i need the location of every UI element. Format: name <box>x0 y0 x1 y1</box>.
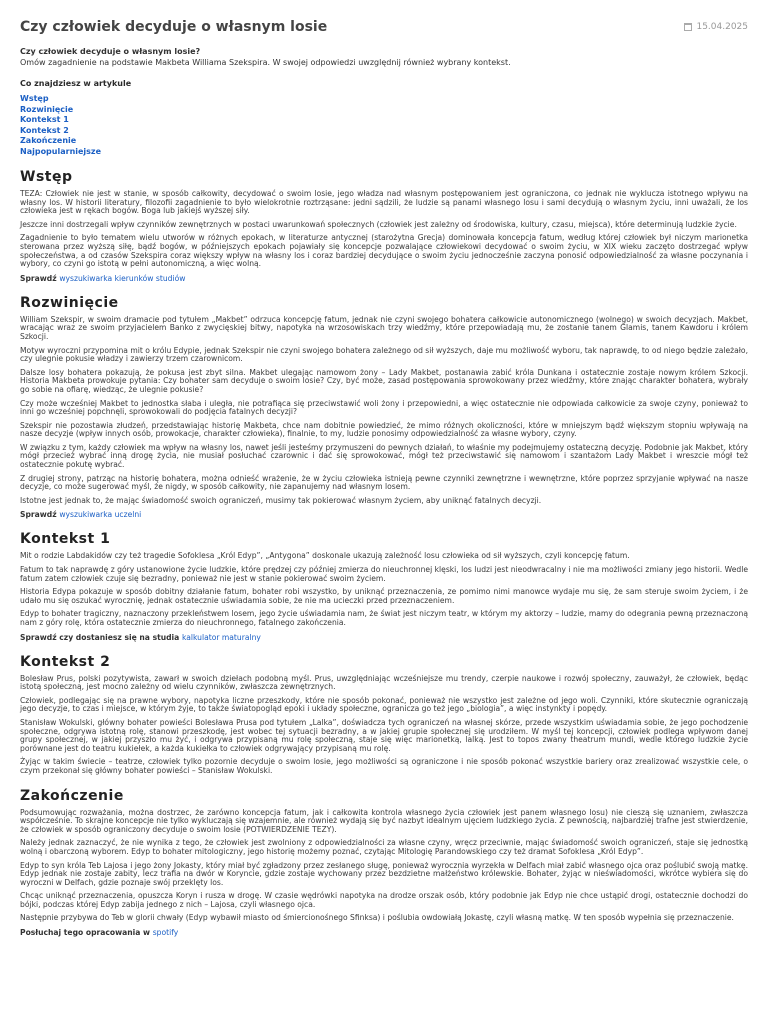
article-intro: Omów zagadnienie na podstawie Makbeta Williama Szekspira. W swojej odpowiedzi uwzględnij również wybrany kontekst. <box>20 58 511 67</box>
section-zakonczenie <box>20 789 748 938</box>
promo-line <box>20 510 748 519</box>
paragraph: W związku z tym, każdy człowiek ma wpływ na własny los, nawet jeśli jesteśmy przymuszeni do pewnych działań, to właśnie my podejmujemy ostateczną decyzję. Podobnie jak Makbet, który mógł przecież wybrać inną drogę życia, nie musiał posłuchać czarownic i dać się sprowokować, mógł też przeciwstawić się namowom i szantażom Lady Makbet i wreszcie mógł też ostatecznie pokutę wybrać. <box>20 442 748 470</box>
promo-line <box>20 928 748 937</box>
toc-link-kontekst-1[interactable]: Kontekst 1 <box>20 115 69 124</box>
toc-link-rozwiniecie[interactable]: Rozwinięcie <box>20 104 74 114</box>
paragraph: Chcąc uniknąć przeznaczenia, opuszcza Koryn i rusza w drogę. W czasie wędrówki napotyka na drodze orszak osób, który podobnie jak Edyp nie chce ustąpić drogi, ostatecznie dochodzi do bójki, podczas której Edyp zabija jednego z nich – Lajosa, czyli własnego ojca. <box>20 891 748 909</box>
paragraph: Motyw wyroczni przypomina mit o królu Edypie, jednak Szekspir nie czyni swojego bohatera zależnego od sił wyższych, daje mu możliwość wyboru, tak naprawdę, to od niego będzie zależało, czy ulegnie pokusie władzy i zawierzy trzem czarownicom. <box>20 345 748 364</box>
paragraph: Człowiek, podlegając się na prawne wybory, napotyka liczne przeszkody, które nie sposób pokonać, ponieważ nie wszystko jest zależne od jego woli. Czynniki, które skutecznie ograniczają jego decyzje, to czas i miejsce, w którym żyje, to także światopogląd epoki i układy społeczne, ogranicza go też jego „biologia”, a więc instynkty i popędy. <box>20 695 748 714</box>
toc-item <box>20 136 748 147</box>
table-of-contents <box>20 94 748 157</box>
toc-item <box>20 105 748 116</box>
toc-link-wstep[interactable]: Wstęp <box>20 94 49 103</box>
paragraph: Szekspir nie pozostawia złudzeń, przedstawiając historię Makbeta, chce nam dobitnie powiedzieć, że mimo różnych okoliczności, które w mniejszym bądź większym stopniu wpływają na nasze decyzje (wpływ innych osób, prowokacje, charakter człowieka), finalnie, to my, ludzie ponosimy odpowiedzialność za własne wybory, czyny. <box>20 420 748 439</box>
paragraph: Dalsze losy bohatera pokazują, że pokusa jest zbyt silna. Makbet ulegając namowom żony – Lady Makbet, postanawia zabić króla Dunkana i ostatecznie zostaje nowym królem Szkocji. Historia Makbeta prowokuje pytania: Czy bohater sam decyduje o swoim losie? Czy, być może, zasad postępowania sprowokowany przez wiedźmy, które znając charakter bohatera, wybrały go sobie na ofiarę, wiedząc, że ulegnie pokusie? <box>20 367 748 394</box>
paragraph: Czy może wcześniej Makbet to jednostka słaba i uległa, nie potrafiąca się przeciwstawić woli żony i przepowiedni, a więc ostatecznie nie odpowiada całkowicie za swoje czyny, ponieważ to inni go wcześniej popchnęli, sprowokowali do podjęcia fatalnych decyzji? <box>20 398 748 417</box>
paragraph: Edyp to bohater tragiczny, naznaczony przekleństwem losem, jego życie uświadamia nam, że świat jest niczym teatr, w którym my aktorzy – ludzie, mamy do odegrania pewną przeznaczoną nam z góry rolę, która ostatecznie zmierza do nieuchronnego, fatalnego zakończenia. <box>20 609 748 627</box>
page-title: Czy człowiek decyduje o własnym losie <box>20 19 328 35</box>
paragraph: Bolesław Prus, polski pozytywista, zawarł w swoich dziełach podobną myśl. Prus, uwzględniając wcześniejsze mu trendy, czerpie naukowe i rozwój społeczny, zauważył, że człowiek, będąc istotą społeczną, jest mocno zależny od wielu czynników, zwłaszcza zewnętrznych. <box>20 673 748 692</box>
paragraph: Żyjąc w takim świecie – teatrze, człowiek tylko pozornie decyduje o swoim losie, jego możliwości są ograniczone i nie sposób pokonać wszystkie bariery oraz zrealizować wszystkie cele, o czym przekonał się główny bohater powieści – Stanisław Wokulski. <box>20 757 748 775</box>
promo-link[interactable]: wyszukiwarka kierunków studiów <box>59 273 186 283</box>
section-wstep <box>20 170 748 283</box>
promo-label: Sprawdź czy dostaniesz się na studia <box>20 632 180 642</box>
promo-line <box>20 274 748 283</box>
toc-item <box>20 147 748 158</box>
toc-heading: Co znajdziesz w artykule <box>20 79 132 88</box>
header <box>20 8 748 35</box>
promo-label: Sprawdź <box>20 273 57 283</box>
paragraph: Podsumowując rozważania, można dostrzec, że zarówno koncepcja fatum, jak i całkowita kontrola własnego życia człowiek jest panem własnego losu) nie cieszą się uznaniem, zwłaszcza współcześnie. To skrajne koncepcje nie tylko wykluczają się wzajemnie, ale również wydają się być nazbyt idealnym ujęciem ludzkiego życia. Z pewnością, najbardziej trafne jest stwierdzenie, że człowiek w sposób ograniczony decyduje o swoim losie (POTWIERDZENIE TEZY). <box>20 807 748 834</box>
section-kontekst-1 <box>20 532 748 641</box>
publish-date-text: 15.04.2025 <box>696 22 748 32</box>
section-heading: Kontekst 1 <box>20 531 111 548</box>
toc-item <box>20 115 748 126</box>
paragraph: Mit o rodzie Labdakidów czy też tragedie Sofoklesa „Król Edyp”, „Antygona” doskonale ukazują zależność losu człowieka od sił wyższych, czyli koncepcję fatum. <box>20 551 630 561</box>
paragraph: Historia Edypa pokazuje w sposób dobitny działanie fatum, bohater robi wszystko, by uniknąć przeznaczenia, ze pomimo nimi manowce wydaje mu się, że sam steruje swoim życiem, i że udało mu się oszukać wyrocznię, jednak ostatecznie uświadamia sobie, że nie ma ucieczki przed przeznaczeniem. <box>20 587 748 605</box>
toc-link-najpopularniejsze[interactable]: Najpopularniejsze <box>20 146 102 156</box>
toc-link-zakonczenie[interactable]: Zakończenie <box>20 136 77 145</box>
paragraph: Jeszcze inni dostrzegali wpływ czynników zewnętrznych w postaci uwarunkowań społecznych (człowiek jest zależny od środowiska, kultury, czasu, miejsca), które determinują ludzkie życie. <box>20 219 737 229</box>
paragraph: Stanisław Wokulski, główny bohater powieści Bolesława Prusa pod tytułem „Lalka”, doświadcza tych ograniczeń na własnej skórze, przede wszystkim uświadamia sobie, że jego pochodzenie społeczne, odgrywa istotną rolę, stanowi przeszkodę, jest wobec tej sytuacji bezradny, a w jakiej grupie społecznej się urodziłem. W myśl tej koncepcji, człowiek podlega wpływom danej grupy społecznej, w jakiej przyszło mu żyć, i odgrywa przypisaną mu rolę społeczną, staje się więc marionetką, lalką. Jest to topos zwany theatrum mundi, wedle którego ludzkie życie porównane jest do teatru kukiełek, a każda kukiełka to człowiek odgrywający przypisaną mu rolę. <box>20 717 748 753</box>
section-heading: Zakończenie <box>20 787 124 804</box>
section-heading: Wstęp <box>20 169 73 185</box>
spotify-link[interactable]: spotify <box>152 928 179 938</box>
promo-label: Posłuchaj tego opracowania w <box>20 928 151 938</box>
promo-label: Sprawdź <box>20 510 57 520</box>
paragraph: Z drugiej strony, patrząc na historię bohatera, można odnieść wrażenie, że w życiu człowieka istnieją pewne czynniki zewnętrzne i wewnętrzne, które poprzez sprzyjanie wpływać na nasze decyzje, co może sugerować myśl, że nigdy, w sposób całkowity, nie zapanujemy nad własnym losem. <box>20 473 748 492</box>
section-kontekst-2 <box>20 655 748 776</box>
paragraph: Zagadnienie to było tematem wielu utworów w różnych epokach, w literaturze antycznej (starożytna Grecja) dominowała koncepcja fatum, według której człowiek był niczym marionetka sterowana przez wyższą siłę, bądź bogów, w późniejszych epokach pojawiały się koncepcje pozwalające człowiekowi decydować o swoim życiu, w XIX wieku zaczęto dostrzegać wpływ społeczeństwa, a od czasów Szekspira coraz większy wpływ na własny los i coraz bardziej decydujące o swoim życiu jednocześnie zaczyna ponosić odpowiedzialność za własne poczynania i wybory, co czyni go istotą w pełni autonomiczną, a więc wolną. <box>20 233 748 269</box>
section-heading: Kontekst 2 <box>20 653 111 670</box>
toc-link-kontekst-2[interactable]: Kontekst 2 <box>20 125 69 135</box>
paragraph: Należy jednak zaznaczyć, że nie wynika z tego, że człowiek jest zwolniony z odpowiedzialności za własne czyny, wręcz przeciwnie, mając świadomość swoich ograniczeń, staje się jednostką wolną i obarczoną wyborem. Edyp to bohater mitologiczny, jego historię możemy poznać, czytając Mitologię Parandowskiego czy też dramat Sofoklesa „Król Edyp”. <box>20 838 748 856</box>
promo-link[interactable]: kalkulator maturalny <box>181 632 261 642</box>
article-question: Czy człowiek decyduje o własnym losie? <box>20 47 201 56</box>
paragraph: William Szekspir, w swoim dramacie pod tytułem „Makbet” odrzuca koncepcję fatum, jednak nie czyni swojego bohatera całkowicie autonomicznego (wolnego) w swoich decyzjach. Makbet, wracając wraz ze swoim przyjacielem Banko z zwycięskiej bitwy, napotyka na wrzosowiskach trzy wiedźmy, które przepowiadają mu, że zostanie tanem Glamis, tanem Kawdoru i królem Szkocji. <box>20 314 748 341</box>
section-heading: Rozwinięcie <box>20 294 119 311</box>
paragraph: Edyp to syn króla Teb Lajosa i jego żony Jokasty, który miał być zgładzony przez zesłanego sługę, ponieważ wyrocznia wyrzekła w Delfach miał zabić własnego ojca oraz poślubić swoją matkę. Edyp jednak nie zostaje zabity, lecz trafia na dwór w Koryncie, gdzie zostaje wychowany przez bezdzietne małżeństwo królewskie. Bohater, żyjąc w nieświadomości, wkrótce wybiera się do wyroczni w Delfach, gdzie poznaje swój przeklęty los. <box>20 860 748 887</box>
toc-item <box>20 126 748 137</box>
paragraph: Fatum to tak naprawdę z góry ustanowione życie ludzkie, które prędzej czy później zmierza do nieuchronnej klęski, los ludzi jest nieodwracalny i nie ma możliwości zmiany jego historii. Wedle fatum zatem człowiek czuje się bezradny, ponieważ nie jest w stanie pokierować swoim życiem. <box>20 565 748 583</box>
publish-date <box>684 22 748 32</box>
toc-item <box>20 94 748 105</box>
promo-link[interactable]: wyszukiwarka uczelni <box>59 510 142 520</box>
calendar-icon <box>684 23 692 31</box>
paragraph: Następnie przybywa do Teb w glorii chwały (Edyp wybawił miasto od śmiercionośnego Sfinksa) i poślubia owdowiałą Jokastę, czyli własną matkę. W ten sposób wypełnia się przeznaczenie. <box>20 913 734 923</box>
promo-line <box>20 633 748 642</box>
paragraph: Istotne jest jednak to, że mając świadomość swoich ograniczeń, musimy tak pokierować własnym życiem, aby uniknąć fatalnych decyzji. <box>20 495 542 505</box>
paragraph: TEZA: Człowiek nie jest w stanie, w sposób całkowity, decydować o swoim losie, jego władza nad własnym postępowaniem jest ograniczona, co jednak nie wyklucza istotnego wpływu na własny los. W historii literatury, filozofii zagadnienie to było wielokrotnie roztrząsane: jedni sądzili, że ludzie są panami własnego losu i sami decydują o własnym życiu, inni uważali, że los człowieka jest w rękach bogów. Boga lub jakiejś wyższej siły. <box>20 189 748 216</box>
section-rozwiniecie <box>20 296 748 520</box>
